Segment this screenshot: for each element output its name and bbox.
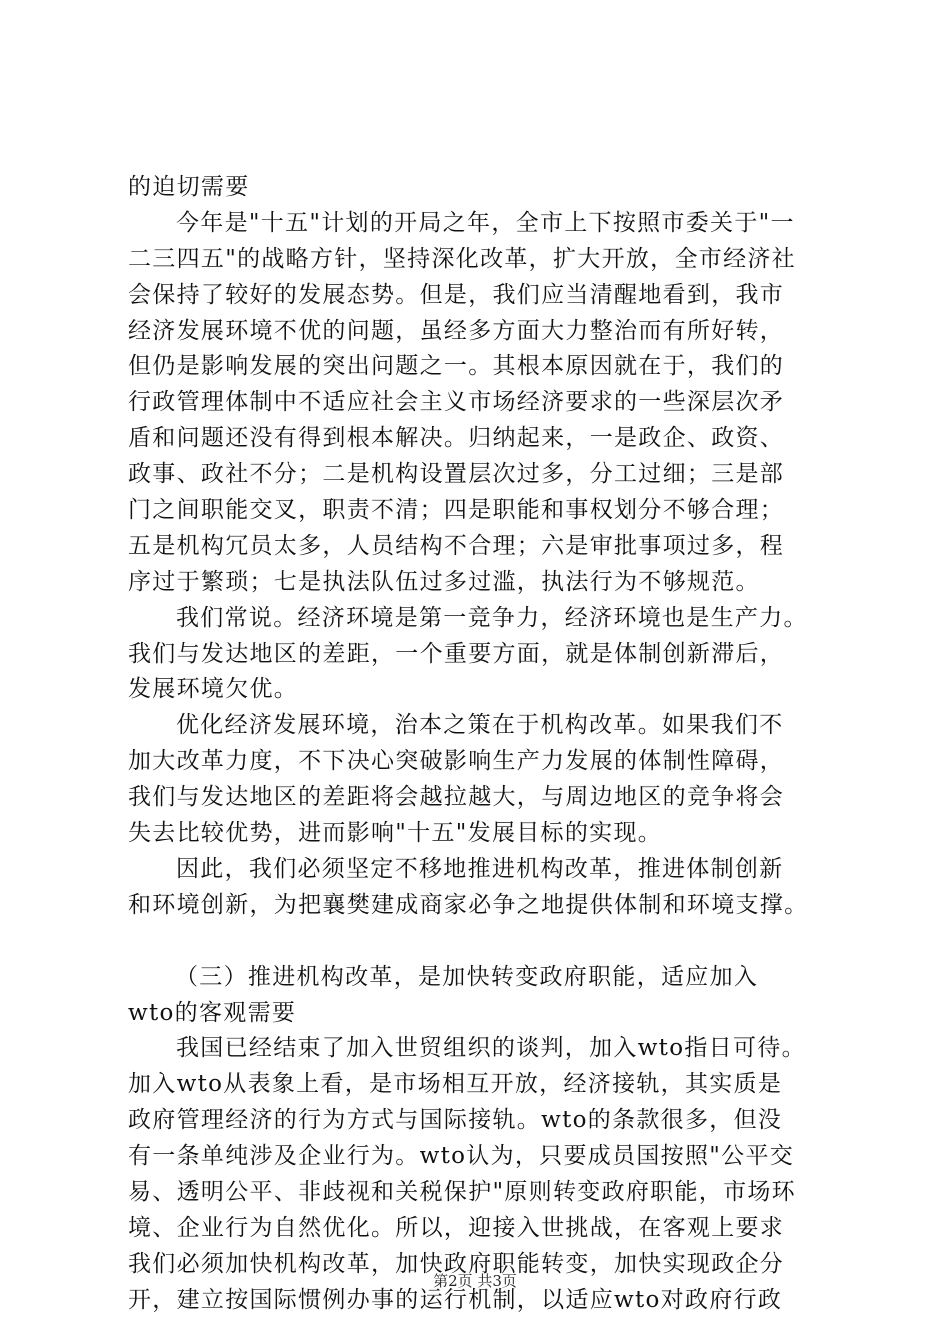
text-line: 盾和问题还没有得到根本解决。归纳起来，一是政企、政资、 xyxy=(128,425,785,452)
text-line: 五是机构冗员太多，人员结构不合理；六是审批事项过多，程 xyxy=(128,532,785,559)
text-line: 序过于繁琐；七是执法队伍过多过滥，执法行为不够规范。 xyxy=(128,568,760,595)
page-footer: 第2页 共3页 xyxy=(433,1272,517,1290)
section-heading-continued: wto的客观需要 xyxy=(128,999,297,1026)
text-line: 失去比较优势，进而影响"十五"发展目标的实现。 xyxy=(128,820,663,847)
text-line: 发展环境欠优。 xyxy=(128,676,299,703)
paragraph-start: 我国已经结束了加入世贸组织的谈判，加入wto指日可待。 xyxy=(176,1035,806,1062)
blank-line xyxy=(128,924,828,960)
text-line: 加大改革力度，不下决心突破影响生产力发展的体制性障碍， xyxy=(128,748,785,775)
text-line: 有一条单纯涉及企业行为。wto认为，只要成员国按照"公平交 xyxy=(128,1143,795,1170)
text-line: 会保持了较好的发展态势。但是，我们应当清醒地看到，我市 xyxy=(128,281,785,308)
text-line: 我们与发达地区的差距，一个重要方面，就是体制创新滞后， xyxy=(128,640,785,667)
text-line: 的迫切需要 xyxy=(128,174,250,200)
paragraph-start: 优化经济发展环境，治本之策在于机构改革。如果我们不 xyxy=(176,712,784,739)
text-line: 境、企业行为自然优化。所以，迎接入世挑战，在客观上要求 xyxy=(128,1214,785,1241)
paragraph-start: 今年是"十五"计划的开局之年，全市上下按照市委关于"一 xyxy=(176,209,795,236)
text-line: 行政管理体制中不适应社会主义市场经济要求的一些深层次矛 xyxy=(128,389,785,416)
document-body xyxy=(128,170,828,1319)
text-line: 开，建立按国际惯例办事的运行机制，以适应wto对政府行政 xyxy=(128,1286,783,1313)
text-line: 门之间职能交叉，职责不清；四是职能和事权划分不够合理； xyxy=(128,497,785,524)
section-heading: （三）推进机构改革，是加快转变政府职能，适应加入 xyxy=(175,963,759,990)
text-line: 但仍是影响发展的突出问题之一。其根本原因就在于，我们的 xyxy=(128,353,785,380)
paragraph-start: 我们常说。经济环境是第一竞争力，经济环境也是生产力。 xyxy=(176,604,808,631)
text-line: 加入wto从表象上看，是市场相互开放，经济接轨，其实质是 xyxy=(128,1071,783,1098)
text-line: 二三四五"的战略方针，坚持深化改革，扩大开放，全市经济社 xyxy=(128,245,796,272)
text-line: 经济发展环境不优的问题，虽经多方面大力整治而有所好转， xyxy=(128,317,785,344)
paragraph-start: 因此，我们必须坚定不移地推进机构改革，推进体制创新 xyxy=(176,855,784,882)
text-line: 和环境创新，为把襄樊建成商家必争之地提供体制和环境支撑。 xyxy=(128,891,809,918)
text-line: 政事、政社不分；二是机构设置层次过多，分工过细；三是部 xyxy=(128,461,785,488)
text-line: 政府管理经济的行为方式与国际接轨。wto的条款很多，但没 xyxy=(128,1107,783,1134)
text-line: 我们与发达地区的差距将会越拉越大，与周边地区的竞争将会 xyxy=(128,784,785,811)
text-line: 我们必须加快机构改革，加快政府职能转变，加快实现政企分 xyxy=(128,1250,785,1277)
text-line: 易、透明公平、非歧视和关税保护"原则转变政府职能，市场环 xyxy=(128,1179,796,1206)
